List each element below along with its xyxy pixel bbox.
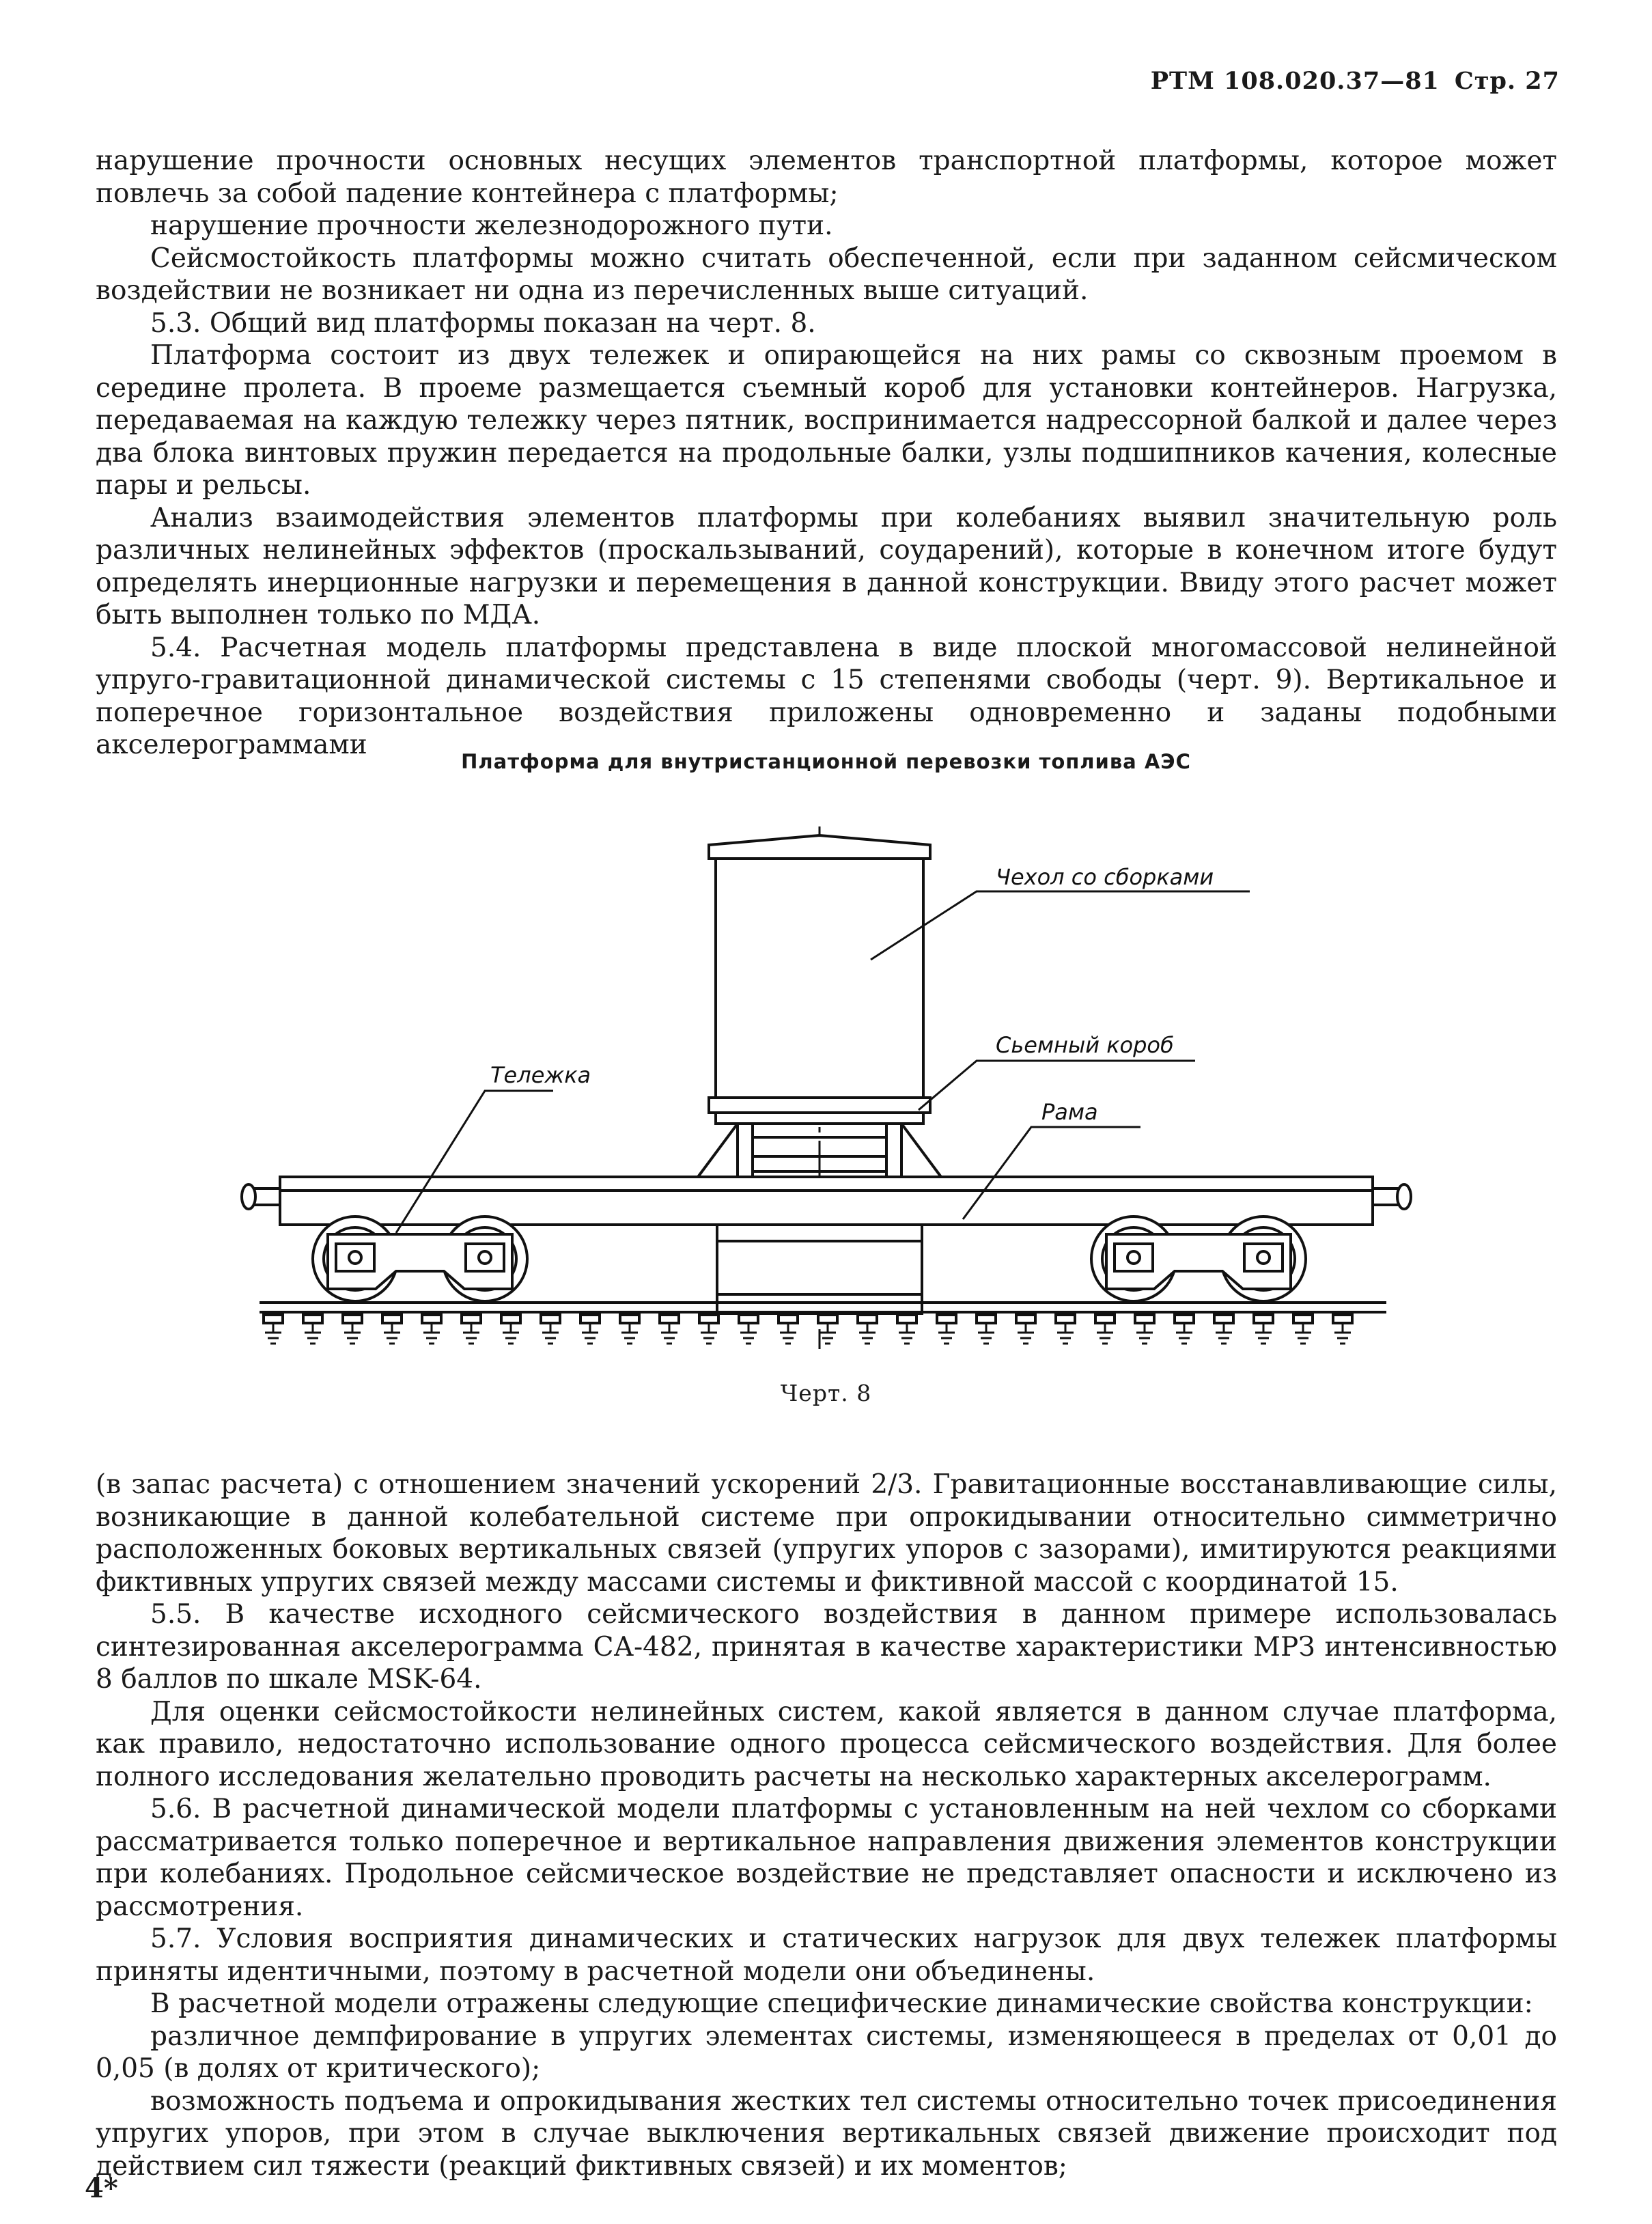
cover-cylinder [709, 835, 930, 1113]
ground-mark [661, 1323, 677, 1344]
ground-mark [1216, 1323, 1232, 1344]
ground-mark [463, 1323, 479, 1344]
sleeper [580, 1315, 600, 1323]
ground-mark [1255, 1323, 1272, 1344]
ground-mark [1018, 1323, 1034, 1344]
sleeper [1056, 1315, 1075, 1323]
platform-drawing [239, 816, 1414, 1363]
label-frame: Рама [1041, 1099, 1098, 1125]
page-mark: 4* [85, 2172, 118, 2204]
sleeper [382, 1315, 402, 1323]
doc-code: РТМ 108.020.37—81 [1150, 67, 1440, 95]
page-number: Стр. 27 [1454, 67, 1560, 95]
sleeper [897, 1315, 916, 1323]
paragraph: (в запас расчета) с отношением значений ускорений 2/3. Гравитационные восстанавливающие силы, возникающие в данной колебательной системе при опрокидывании относительно симметрично расположенных боковых вертикальных связей (упругих упоров с зазорами), имитируются реакциями фиктивных упругих связей между массами системы и фиктивной массой с координатой 15. [96, 1469, 1557, 1598]
paragraph: возможность подъема и опрокидывания жестких тел системы относительно точек присоединения упругих упоров, при этом в случае выключения вертикальных связей движение происходит под действием сил тяжести (реакций фиктивных связей) и их моментов; [96, 2085, 1557, 2182]
page-header [1151, 67, 1560, 95]
sleeper [779, 1315, 798, 1323]
ground-mark [701, 1323, 717, 1344]
coupler-right [1373, 1184, 1411, 1209]
sleeper [818, 1315, 837, 1323]
sleeper [1095, 1315, 1115, 1323]
sleeper [343, 1315, 362, 1323]
ground-mark [503, 1323, 519, 1344]
coupler-left [242, 1184, 280, 1209]
sleeper [620, 1315, 639, 1323]
ground-mark [582, 1323, 598, 1344]
label-cover: Чехол со сборками [996, 864, 1214, 890]
sleeper [422, 1315, 441, 1323]
label-bogie: Тележка [490, 1062, 591, 1088]
paragraph: нарушение прочности основных несущих элементов транспортной платформы, которое может повлечь за собой падение контейнера с платформы; [96, 145, 1557, 209]
sleeper [462, 1315, 481, 1323]
ground-mark [938, 1323, 955, 1344]
ground-mark [1097, 1323, 1113, 1344]
paragraph: Сейсмостойкость платформы можно считать обеспеченной, если при заданном сейсмическом воздействии не возникает ни одна из перечисленных выше ситуаций. [96, 242, 1557, 306]
figure-caption: Черт. 8 [780, 1380, 872, 1406]
leader-cover [871, 891, 1250, 960]
sleeper [1333, 1315, 1352, 1323]
ground-mark [978, 1323, 994, 1344]
paragraph: 5.7. Условия восприятия динамических и статических нагрузок для двух тележек платформы приняты идентичными, поэтому в расчетной модели они объединены. [96, 1923, 1557, 1987]
ground-mark [1136, 1323, 1153, 1344]
ground-mark [1334, 1323, 1351, 1344]
sleeper [1293, 1315, 1313, 1323]
sleeper [660, 1315, 679, 1323]
sleeper [739, 1315, 758, 1323]
paragraph: 5.3. Общий вид платформы показан на черт. 8. [150, 307, 816, 339]
ground-mark [265, 1323, 281, 1344]
ground-mark [859, 1323, 876, 1344]
ground-mark [740, 1323, 757, 1344]
sleeper [303, 1315, 322, 1323]
ground-mark [820, 1323, 836, 1344]
sleeper [1016, 1315, 1035, 1323]
ground-mark [780, 1323, 796, 1344]
paragraph: 5.5. В качестве исходного сейсмического воздействия в данном примере использовалась синтезированная акселерограмма СА-482, принятая в качестве характеристики МРЗ интенсивностью 8 баллов по шкале MSK-64. [96, 1599, 1557, 1695]
paragraph: Анализ взаимодействия элементов платформы при колебаниях выявил значительную роль различных нелинейных эффектов (проскальзываний, соударений), которые в конечном итоге будут определять инерционные нагрузки и перемещения в данной конструкции. Ввиду этого расчет может быть выполнен только по МДА. [96, 502, 1557, 630]
paragraph: Платформа состоит из двух тележек и опирающейся на них рамы со сквозным проемом в середине пролета. В проеме размещается съемный короб для установки контейнеров. Нагрузка, передаваемая на каждую тележку через пятник, воспринимается надрессорной балкой и далее через два блока винтовых пружин передается на продольные балки, узлы подшипников качения, колесные пары и рельсы. [96, 340, 1557, 501]
bogie-left [313, 1217, 527, 1301]
ground-mark [1176, 1323, 1192, 1344]
ground-mark [542, 1323, 559, 1344]
paragraph: нарушение прочности железнодорожного пути. [150, 210, 833, 241]
ground-mark [1295, 1323, 1311, 1344]
label-box: Сьемный короб [996, 1032, 1174, 1058]
sleeper [1214, 1315, 1233, 1323]
sleeper [977, 1315, 996, 1323]
sleeper [937, 1315, 956, 1323]
ground-mark [384, 1323, 400, 1344]
sleeper [1175, 1315, 1194, 1323]
figure-title: Платформа для внутристанционной перевозки топлива АЭС [461, 750, 1191, 773]
paragraph: 5.6. В расчетной динамической модели платформы с установленным на ней чехлом со сборками рассматривается только поперечное и вертикальное направления движения элементов конструкции при колебаниях. Продольное сейсмическое воздействие не представляет опасности и исключено из рассмотрения. [96, 1794, 1557, 1922]
sleeper [699, 1315, 718, 1323]
sleeper [541, 1315, 560, 1323]
text-block-bottom [96, 1469, 1557, 2182]
text-block-top [96, 145, 1557, 762]
bogie-right [1091, 1217, 1306, 1301]
ground-mark [1057, 1323, 1074, 1344]
sleeper [264, 1315, 283, 1323]
sleepers [264, 1315, 1352, 1344]
paragraph: различное демпфирование в упругих элементах системы, изменяющееся в пределах от 0,01 до 0,05 (в долях от критического); [96, 2020, 1557, 2084]
ground-mark [621, 1323, 638, 1344]
sleeper [1254, 1315, 1273, 1323]
sleeper [1135, 1315, 1154, 1323]
sleeper [858, 1315, 877, 1323]
ground-mark [344, 1323, 361, 1344]
ground-mark [305, 1323, 321, 1344]
sleeper [501, 1315, 520, 1323]
paragraph: Для оценки сейсмостойкости нелинейных систем, какой является в данном случае платформа, как правило, недостаточно использование одного процесса сейсмического воздействия. Для более полного исследования желательно проводить расчеты на несколько характерных акселерограмм. [96, 1696, 1557, 1792]
paragraph: 5.4. Расчетная модель платформы представлена в виде плоской многомассовой нелинейной упруго-гравитационной динамической системы с 15 степенями свободы (черт. 9). Вертикальное и поперечное горизонтальное воздействия приложены одновременно и заданы подобными акселерограммами [96, 632, 1557, 760]
paragraph: В расчетной модели отражены следующие специфические динамические свойства конструкции: [150, 1988, 1533, 2019]
ground-mark [423, 1323, 440, 1344]
ground-mark [899, 1323, 915, 1344]
